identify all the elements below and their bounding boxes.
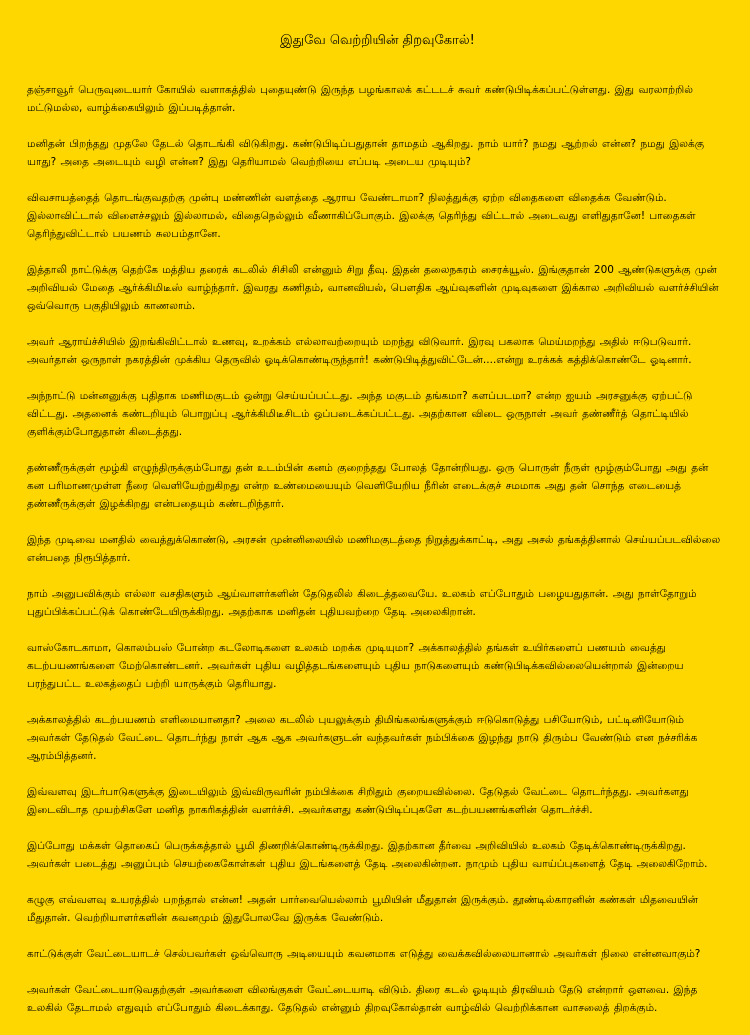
paragraph-8: இந்த முடிவை மனதில் வைத்துக்கொண்டு, அரசன் முன்னிலையில் மணிமகுடத்தை நிறுத்துக்காட்டி, அது அசல் தங்கத்தினால் செய்யப்படவில்லை என்பதை நிரூபித்தார்.	[27, 534, 721, 564]
paragraph-4: இத்தாலி நாட்டுக்கு தெற்கே மத்திய தரைக் கடலில் சிசிலி என்னும் சிறு தீவு. இதன் தலைநகரம் சைரக்யூஸ். இங்குதான் 200 ஆண்டுகளுக்கு முன் அறிவியல் மேதை ஆர்க்கிமிடீஸ் வாழ்ந்தார். இவரது கணிதம், வானவியல், பௌதிக ஆய்வுகளின் முடிவுகளை இக்கால அறிவியல் வளர்ச்சியின் ஒவ்வொரு பகுதியிலும் காணலாம்.	[27, 264, 719, 312]
paragraph-10: வாஸ்கோடகாமா, கொலம்பஸ் போன்ற கடலோடிகளை உலகம் மறக்க முடியுமா? அக்காலத்தில் தங்கள் உயிர்களைப் பணயம் வைத்து கடற்பயணங்களை மேற்கொண்டனர். அவர்கள் புதிய வழித்தடங்களையும் புதிய நாடுகளையும் கண்டுபிடிக்கவில்லையென்றால் இன்றைய பரந்துபட்ட உலகத்தைப் பற்றி யாருக்கும் தெரியாது.	[27, 642, 684, 690]
paragraph-1: தஞ்சாவூர் பெருவுடையார் கோயில் வளாகத்தில் புதையுண்டு இருந்த பழங்காலக் கட்டடச் சுவர் கண்டுபிடிக்கப்பட்டுள்ளது. இது வரலாற்றில் மட்டுமல்ல, வாழ்க்கையிலும் இப்படித்தான்.	[27, 84, 693, 114]
paragraph-7: தண்ணீருக்குள் மூழ்கி எழுந்திருக்கும்போது தன் உடம்பின் கனம் குறைந்தது போலத் தோன்றியது. ஒரு பொருள் நீருள் மூழ்கும்போது அது தன் கன பரிமாணமுள்ள நீரை வெளியேற்றுகிறது என்ற உண்மையையும் வெளியேறிய நீரின் எடைக்குச் சமமாக அது தன் சொந்த எடையைத் தண்ணீருக்குள் இழக்கிறது என்பதையும் கண்டறிந்தார்.	[27, 462, 709, 510]
paragraph-14: கழுகு எவ்வளவு உயரத்தில் பறந்தால் என்ன! அதன் பார்வையெல்லாம் பூமியின் மீதுதான் இருக்கும். தூண்டில்காரனின் கண்கள் மிதவையின் மீதுதான். வெற்றியாளர்களின் கவனமும் இதுபோலவே இருக்க வேண்டும்.	[27, 894, 698, 924]
article-title: இதுவே வெற்றியின் திறவுகோல்!	[280, 33, 475, 48]
paragraph-6: அந்நாட்டு மன்னனுக்கு புதிதாக மணிமகுடம் ஒன்று செய்யப்பட்டது. அந்த மகுடம் தங்கமா? களப்படமா? என்ற ஐயம் அரசனுக்கு ஏற்பட்டு விட்டது. அதனைக் கண்டறியும் பொறுப்பு ஆர்க்கிமிடீசிடம் ஒப்படைக்கப்பட்டது. அதற்கான விடை ஒருநாள் அவர் தண்ணீர்த் தொட்டியில் குளிக்கும்போதுதான் கிடைத்தது.	[27, 390, 693, 438]
paragraph-11: அக்காலத்தில் கடற்பயணம் எளிமையானதா? அலை கடலில் புயலுக்கும் திமிங்கலங்களுக்கும் ஈடுகொடுத்து பசியோடும், பட்டினியோடும் அவர்கள் தேடுதல் வேட்டை தொடர்ந்து நாள் ஆக ஆக அவர்களுடன் வந்தவர்கள் நம்பிக்கை இழந்து நாடு திரும்ப வேண்டும் என நச்சரிக்க ஆரம்பித்தனர்.	[27, 714, 698, 762]
paragraph-9: நாம் அனுபவிக்கும் எல்லா வசதிகளும் ஆய்வாளர்களின் தேடுதலில் கிடைத்தவையே. உலகம் எப்போதும் பழையதுதான். அது நாள்தோறும் புதுப்பிக்கப்பட்டுக் கொண்டேயிருக்கிறது. அதற்காக மனிதன் புதியவற்றை தேடி அலைகிறான்.	[27, 588, 697, 618]
paragraph-12: இவ்வளவு இடர்பாடுகளுக்கு இடையிலும் இவ்விருவரின் நம்பிக்கை சிறிதும் குறையவில்லை. தேடுதல் வேட்டை தொடர்ந்தது. அவர்களது இடைவிடாத முயற்சிகளே மனித நாகரிகத்தின் வளர்ச்சி. அவர்களது கண்டுபிடிப்புகளே கடற்பயணங்களின் தொடர்ச்சி.	[27, 786, 689, 816]
paragraph-2: மனிதன் பிறந்தது முதலே தேடல் தொடங்கி விடுகிறது. கண்டுபிடிப்பதுதான் தாமதம் ஆகிறது. நாம் யார்? நமது ஆற்றல் என்ன? நமது இலக்கு யாது? அதை அடையும் வழி என்ன? இது தெரியாமல் வெற்றியை எப்படி அடைய முடியும்?	[27, 138, 704, 168]
paragraph-5: அவர் ஆராய்ச்சியில் இறங்கிவிட்டால் உணவு, உறக்கம் எல்லாவற்றையும் மறந்து விடுவார். இரவு பகலாக மெய்மறந்து அதில் ஈடுபடுவார். அவர்தான் ஒருநாள் நகரத்தின் முக்கிய தெருவில் ஓடிக்கொண்டிருந்தார்! கண்டுபிடித்துவிட்டேன்....என்று உரக்கக் கத்திக்கொண்டே ஓடினார்.	[27, 336, 692, 366]
paragraph-13: இப்போது மக்கள் தொகைப் பெருக்கத்தால் பூமி திணறிக்கொண்டிருக்கிறது. இதற்கான தீர்வை அறிவியில் உலகம் தேடிக்கொண்டிருக்கிறது. அவர்கள் படைத்து அனுப்பும் செயற்கைகோள்கள் புதிய இடங்களைத் தேடி அலைகின்றன. நாமும் புதிய வாய்ப்புகளைத் தேடி அலைகிறோம்.	[27, 840, 708, 870]
paragraph-3: விவசாயத்தைத் தொடங்குவதற்கு முன்பு மண்ணின் வளத்தை ஆராய வேண்டாமா? நிலத்துக்கு ஏற்ற விதைகளை விதைக்க வேண்டும். இல்லாவிட்டால் விளைச்சலும் இல்லாமல், விதைநெல்லும் வீணாகிப்போகும். இலக்கு தெரிந்து விட்டால் அடைவது எளிதுதானே! பாதைகள் தெரிந்துவிட்டால் பயணம் சுலபம்தானே.	[27, 192, 696, 240]
paragraph-15: காட்டுக்குள் வேட்டையாடச் செல்பவர்கள் ஒவ்வொரு அடியையும் கவனமாக எடுத்து வைக்கவில்லையானால் அவர்கள் நிலை என்னவாகும்?	[27, 948, 701, 960]
paragraph-16: அவர்கள் வேட்டையாடுவதற்குள் அவர்களை விலங்குகள் வேட்டையாடி விடும். திரை கடல் ஓடியும் திரவியம் தேடு என்றார் ஔவை. இந்த உலகில் தேடாமல் எதுவும் எப்போதும் கிடைக்காது. தேடுதல் என்னும் திறவுகோல்தான் வாழ்வில் வெற்றிக்கான வாசலைத் திறக்கும்.	[27, 984, 698, 1014]
article-body	[27, 81, 728, 1017]
